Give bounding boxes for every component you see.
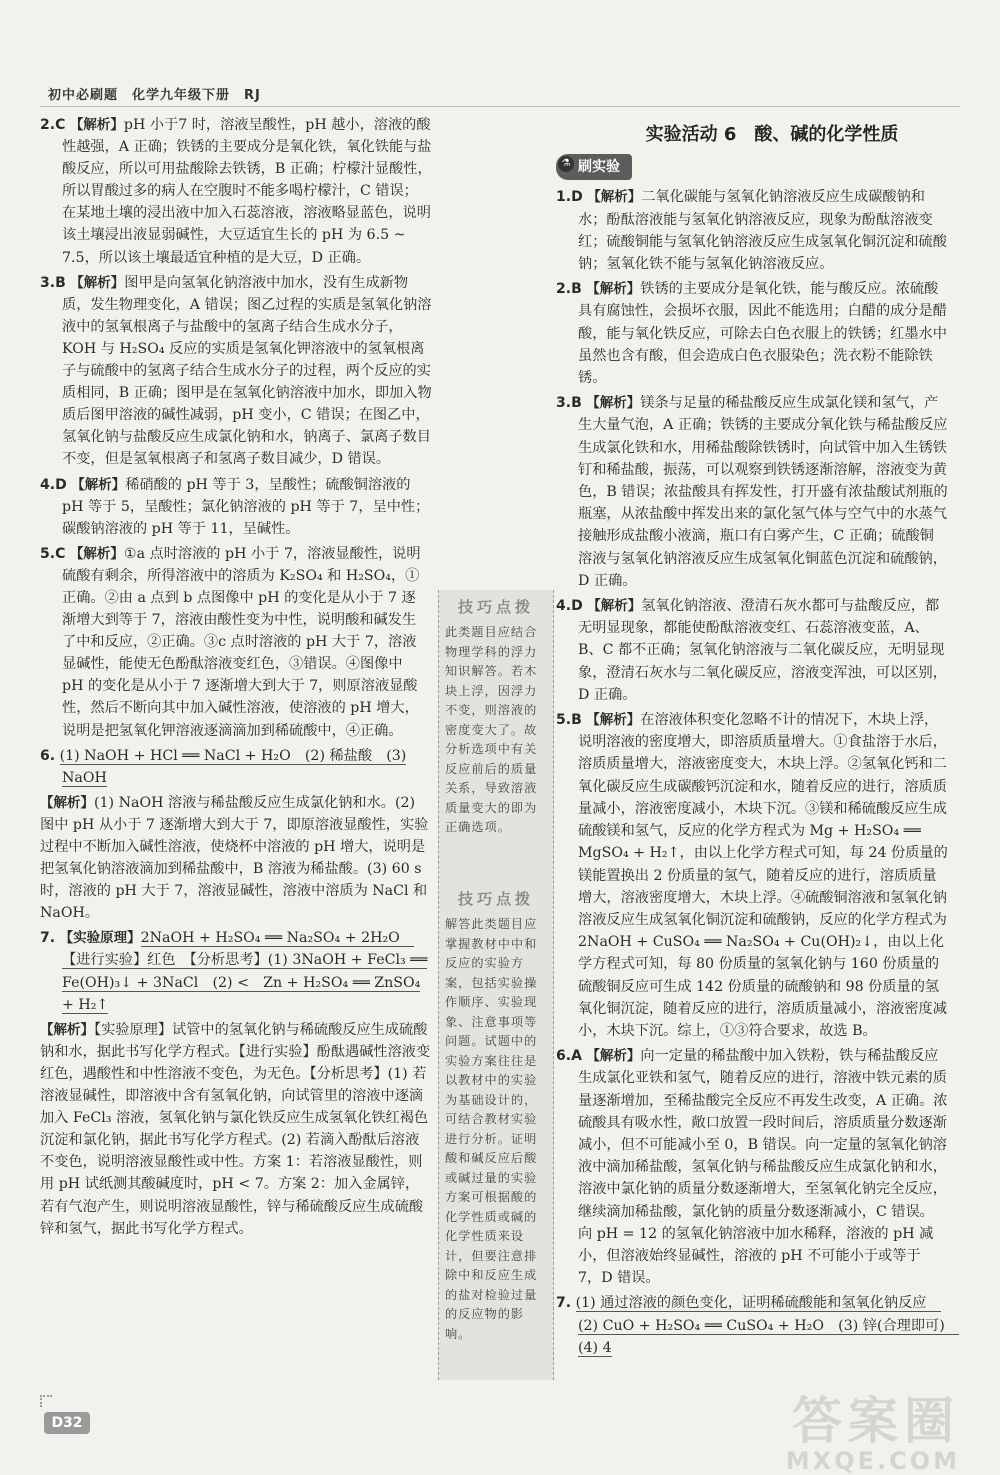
item-number: 6.: [40, 747, 56, 764]
answer-item-7: [40, 927, 432, 1015]
practice-badge: [556, 154, 632, 180]
item-number: 1.: [556, 189, 572, 206]
item-number: 3.: [556, 395, 572, 412]
item-number: 7.: [40, 930, 56, 947]
item-answer: B: [571, 395, 582, 412]
item-body: ①a 点时溶液的 pH 小于 7，溶液显酸性，说明硫酸有剩余，所得溶液中的溶质为 K₂SO₄ 和 H₂SO₄，①正确。②由 a 点到 b 点图像中 pH 的变化是从小于 7 逐渐增大到等于 7，溶液由酸性变为中性，说明酸和碱发生了中和反应，②正确。③c 点时溶液的 pH 大于 7，溶液显碱性，能使无色酚酞溶液变红色，③错误。④图像中 pH 的变化是从小于 7 逐渐增大到大于 7，则原溶液显酸性，然后不断向其中加入碱性溶液，使溶液的 pH 增大，说明是把氢氧化钾溶液逐滴滴加到稀硫酸中，④正确。: [62, 545, 421, 739]
item-answer: C: [55, 545, 66, 562]
principle-label: 【实验原理】: [59, 930, 141, 947]
item-answer: D: [571, 598, 583, 615]
analysis-label: 【解析】: [586, 712, 641, 729]
analysis-label: 【解析】: [71, 476, 126, 493]
analysis-label: 【解析】: [69, 117, 124, 133]
header-divider: [40, 106, 960, 107]
item-answer-line: (1) NaOH + HCl ══ NaCl + H₂O (2) 稀盐酸 (3) NaOH: [59, 747, 407, 786]
item-body: 在溶液体积变化忽略不计的情况下，木块上浮，说明溶液的密度增大，即溶质质量增大。①食盐溶于水后，溶质质量增大，溶液密度变大，木块上浮。②氢氧化钙和二氧化碳反应生成碳酸钙沉淀和水，随着反应的进行，溶质质量减小，溶液密度减小，木块下沉。③镁和稀硫酸反应生成硫酸镁和氢气，反应的化学方程式为 Mg + H₂SO₄ ══ MgSO₄ + H₂↑，由以上化学方程式可知，每 24 份质量的镁能置换出 2 份质量的氢气，随着反应的进行，溶质质量增大，溶液密度增大，木块上浮。④硫酸铜溶液和氢氧化钠溶液反应生成氢氧化铜沉淀和硫酸钠，反应的化学方程式为 2NaOH + CuSO₄ ══ Na₂SO₄ + Cu(OH)₂↓，由以上化学方程式可知，每 80 份质量的氢氧化钠与 160 份质量的硫酸铜反应可生成 142 份质量的硫酸钠和 98 份质量的氢氧化铜沉淀，随着反应的进行，溶质质量减小，溶液密度减小，木块下沉。综上，①③符合要求，故选 B。: [578, 712, 948, 1039]
flask-icon: ⚗: [558, 156, 574, 172]
analysis-label: 【解析】: [69, 545, 124, 562]
item-number: 5.: [556, 712, 572, 729]
item-answer: B: [571, 712, 582, 729]
answer-item-7: [556, 1292, 959, 1359]
item-number: 3.: [40, 274, 56, 291]
analysis-item-7: [40, 1019, 432, 1240]
analysis-label: 【解析】: [40, 794, 94, 811]
watermark-url: MXQE.COM: [785, 1447, 960, 1475]
item-number: 6.: [556, 1048, 572, 1065]
corner-mark: [40, 1395, 52, 1407]
answer-item-3: [40, 272, 432, 471]
answer-item-5: [40, 543, 432, 742]
item-number: 4.: [556, 598, 572, 615]
item-answer-line: 2NaOH + H₂SO₄ ══ Na₂SO₄ + 2H₂O 【进行实验】红色 【分析思考】(1) 3NaOH + FeCl₃ ══ Fe(OH)₃↓ + 3NaCl (2) < Zn + H₂SO₄ ══ ZnSO₄ + H₂↑: [62, 930, 428, 1013]
answer-item-2: [40, 114, 432, 269]
item-number: 7.: [556, 1295, 572, 1312]
section-title: 实验活动 6 酸、碱的化学性质: [645, 124, 899, 145]
answer-item-4: [556, 595, 948, 706]
analysis-label: 【解析】: [586, 395, 641, 412]
watermark-logo: 答案圈: [792, 1392, 960, 1450]
answer-item-6: [556, 1045, 948, 1289]
item-body: 向一定量的稀盐酸中加入铁粉，铁与稀盐酸反应生成氯化亚铁和氢气，随着反应的进行，溶液中铁元素的质量逐渐增加，至稀盐酸完全反应不再发生改变，A 正确。浓硫酸具有吸水性，敞口放置一段时间后，溶质质量分数逐渐减小，但不可能减小至 0，B 错误。向一定量的氢氧化钠溶液中滴加稀盐酸，氢氧化钠与稀盐酸反应生成氯化钠和水，溶液中氯化钠的质量分数逐渐增大，至氢氧化钠完全反应，继续滴加稀盐酸，氯化钠的质量分数逐渐减小，C 错误。向 pH = 12 的氢氧化钠溶液中加水稀释，溶液的 pH 减小，但溶液始终显碱性，溶液的 pH 不可能小于或等于 7，D 错误。: [578, 1048, 948, 1287]
item-answer: A: [571, 1048, 582, 1065]
item-number: 2.: [556, 281, 572, 298]
analysis-label: 【解析】: [70, 274, 125, 291]
item-body: (1) NaOH 溶液与稀盐酸反应生成氯化钠和水。(2) 图中 pH 从小于 7 逐渐增大到大于 7，即原溶液显酸性，实验过程中不断加入碱性溶液，使烧杯中溶液的 pH 增大，说明是把氢氧化钠溶液滴加到稀盐酸中，B 溶液为稀盐酸。(3) 60 s 时，溶液的 pH 大于 7，溶液显碱性，溶液中溶质为 NaCl 和 NaOH。: [40, 794, 429, 922]
answer-item-5: [556, 709, 948, 1042]
answer-item-6: [40, 745, 432, 789]
item-body: 二氧化碳能与氢氧化钠溶液反应生成碳酸钠和水；酚酞溶液能与氢氧化钠溶液反应，现象为酚酞溶液变红；硫酸铜能与氢氧化钠溶液反应生成氢氧化铜沉淀和硫酸钠；氢氧化铁不能与氢氧化钠溶液反应。: [578, 189, 947, 273]
answer-item-4: [40, 474, 432, 540]
tips-sidebar: [438, 590, 554, 1380]
tip-title: 技巧点拨: [457, 890, 534, 908]
item-body: 稀硝酸的 pH 等于 3，呈酸性；硫酸铜溶液的 pH 等于 5，呈酸性；氯化钠溶液的 pH 等于 7，呈中性；碳酸钠溶液的 pH 等于 11，呈碱性。: [62, 476, 430, 537]
right-column: [556, 114, 959, 1362]
item-number: 2.: [40, 117, 56, 133]
item-body: pH 小于7 时，溶液呈酸性，pH 越小，溶液的酸性越强，A 正确；铁锈的主要成分是氧化铁，氧化铁能与盐酸反应，所以可用盐酸除去铁锈，B 正确；柠檬汁显酸性，所以胃酸过多的病人在空腹时不能多喝柠檬汁，C 错误；在某地土壤的浸出液中加入石蕊溶液，溶液略显蓝色，说明该土壤浸出液显弱碱性，大豆适宜生长的 pH 为 6.5 ~ 7.5，所以该土壤最适宜种植的是大豆，D 正确。: [62, 117, 432, 266]
item-number: 5.: [40, 545, 56, 562]
analysis-label: 【解析】: [586, 1048, 641, 1065]
item-answer-line: (1) 通过溶液的颜色变化，证明稀硫酸能和氢氧化钠反应 (2) CuO + H₂SO₄ ══ CuSO₄ + H₂O (3) 锌(合理即可) (4) 4: [575, 1295, 959, 1356]
watermark: [785, 1392, 960, 1475]
answer-item-3: [556, 392, 948, 592]
left-column: [40, 114, 432, 1243]
analysis-label: 【解析】: [40, 1021, 94, 1038]
page-number: D32: [44, 1412, 90, 1434]
analysis-label: 【解析】: [587, 598, 642, 615]
analysis-item-6: [40, 792, 432, 925]
analysis-label: 【解析】: [587, 189, 642, 206]
answer-item-1: [556, 186, 948, 275]
tip-box-1: [439, 596, 553, 838]
tip-body: 此类题目应结合物理学科的浮力知识解答。若木块上浮，因浮力不变，则溶液的密度变大了。故分析选项中有关反应前后的质量关系，导致溶液质量变大的即为正确选项。: [445, 625, 538, 834]
tip-body: 解答此类题目应掌握教材中中和反应的实验方案，包括实验操作顺序、实验现象、注意事项等问题。试题中的实验方案往往是以教材中的实验为基础设计的，可结合教材实验进行分析。证明酸和碱反应后酸或碱过量的实验方案可根据酸的化学性质或碱的化学性质来设计，但要注意排除中和反应生成的盐对检验过量的反应物的影响。: [445, 917, 538, 1341]
item-answer: C: [55, 117, 66, 133]
item-number: 4.: [40, 476, 56, 493]
item-body: 【实验原理】试管中的氢氧化钠与稀硫酸反应生成硫酸钠和水，据此书写化学方程式。【进行实验】酚酞遇碱性溶液变红色，遇酸性和中性溶液不变色，为无色。【分析思考】(1) 若溶液显碱性，即溶液中含有氢氧化钠，向试管里的溶液中逐滴加入 FeCl₃ 溶液，氢氧化钠与氯化铁反应生成氢氧化铁红褐色沉淀和氯化钠，据此书写化学方程式。(2) 若滴入酚酞后溶液不变色，说明溶液显酸性或中性。方案 1：若溶液显酸性，则用 pH 试纸测其酸碱度时，pH < 7。方案 2：加入金属锌，若有气泡产生，则说明溶液显酸性，锌与稀硫酸反应生成硫酸锌和氢气，据此书写化学方程式。: [40, 1021, 431, 1237]
tip-title: 技巧点拨: [457, 598, 534, 616]
answer-item-2: [556, 278, 948, 389]
item-answer: B: [55, 274, 66, 291]
item-answer: D: [571, 189, 583, 206]
badge-label: 刷实验: [578, 159, 620, 176]
item-body: 氢氧化钠溶液、澄清石灰水都可与盐酸反应，都无明显现象，都能使酚酞溶液变红、石蕊溶液变蓝，A、B、C 都不正确；氢氧化钠溶液与二氧化碳反应，无明显现象，澄清石灰水与二氧化碳反应，溶液变浑浊，可以区别，D 正确。: [578, 598, 947, 703]
item-body: 铁锈的主要成分是氧化铁，能与酸反应。浓硫酸具有腐蚀性，会损坏衣服，因此不能选用；白醋的成分是醋酸，能与氧化铁反应，可除去白色衣服上的铁锈；红墨水中虽然也含有酸，但会造成白色衣服染色；洗衣粉不能除铁锈。: [578, 281, 947, 387]
running-header: 初中必刷题 化学九年级下册 RJ: [48, 88, 261, 103]
item-answer: D: [55, 476, 67, 493]
item-body: 图甲是向氢氧化钠溶液中加水，没有生成新物质，发生物理变化，A 错误；图乙过程的实质是氢氧化钠溶液中的氢氧根离子与盐酸中的氢离子结合生成水分子，KOH 与 H₂SO₄ 反应的实质是氢氧化钾溶液中的氢氧根离子与硫酸中的氢离子结合生成水分子的过程，两个反应的实质相同，B 正确；图甲是在氢氧化钠溶液中加水，即加入物质后图甲溶液的碱性减弱，pH 变小，C 错误；在图乙中，氢氧化钠与盐酸反应生成氯化钠和水，钠离子、氯离子数目不变，但是氢氧根离子和氢离子数目减少，D 错误。: [62, 274, 432, 468]
analysis-label: 【解析】: [586, 281, 641, 298]
tip-box-2: [439, 882, 553, 1344]
item-answer: B: [571, 281, 582, 298]
item-body: 镁条与足量的稀盐酸反应生成氯化镁和氢气，产生大量气泡，A 正确；铁锈的主要成分氧化铁与稀盐酸反应生成氯化铁和水，用稀盐酸除铁锈时，向试管中加入生锈铁钉和稀盐酸，振荡，可以观察到铁锈逐渐溶解，溶液变为黄色，B 错误；浓盐酸具有挥发性，打开盛有浓盐酸试剂瓶的瓶塞，从浓盐酸中挥发出来的氯化氢气体与空气中的水蒸气接触形成盐酸小液滴，瓶口有白雾产生，C 正确；硫酸铜溶液与氢氧化钠溶液反应生成氢氧化铜蓝色沉淀和硫酸钠，D 正确。: [578, 395, 948, 589]
